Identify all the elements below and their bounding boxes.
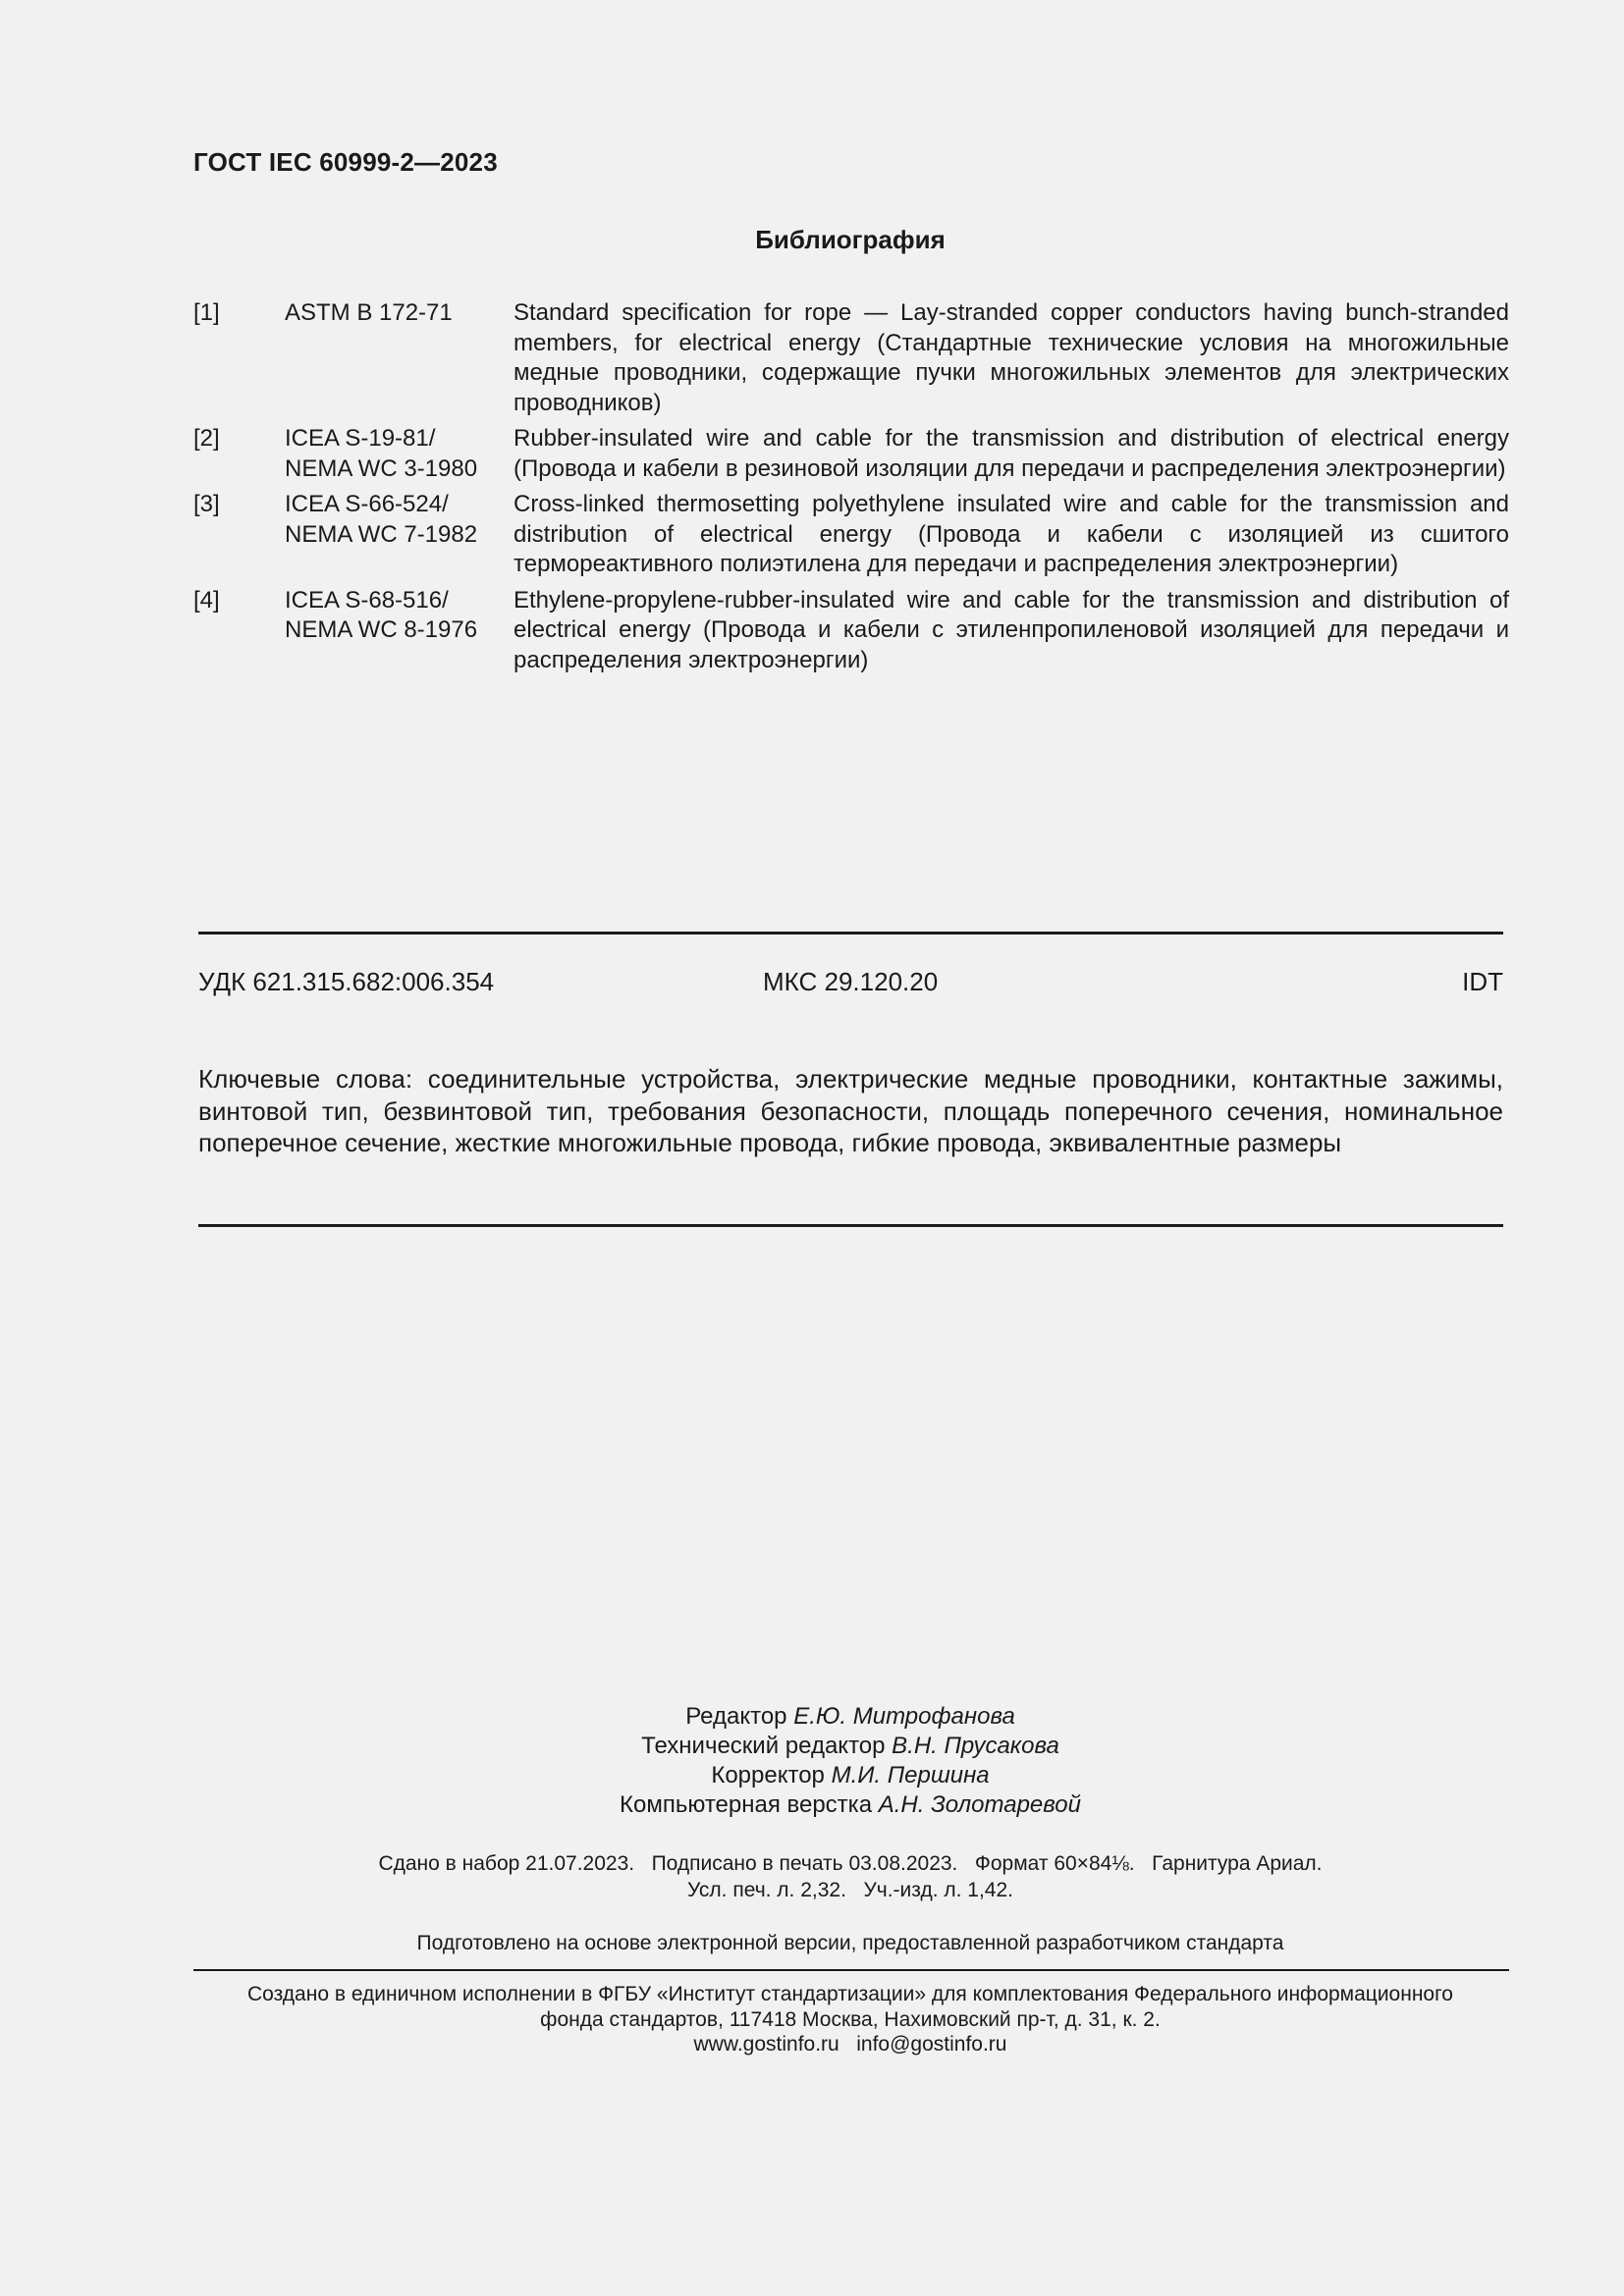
bibliography-entry (193, 424, 1509, 484)
entry-code (285, 298, 514, 329)
credit-role: Технический редактор (641, 1733, 893, 1759)
created-line: Создано в единичном исполнении в ФГБУ «Институт стандартизации» для комплектования Федерального информационного (247, 1983, 1453, 2005)
credit-name: М.И. Першина (831, 1762, 990, 1789)
credit-name: В.Н. Прусакова (892, 1733, 1059, 1759)
prepared-note: Подготовлено на основе электронной версии, предоставленной разработчиком стандарта (416, 1932, 1284, 1954)
entry-code-line: ICEA S-19-81/ (285, 425, 436, 452)
footer-divider (193, 1969, 1509, 1971)
entry-code-line: NEMA WC 8-1976 (285, 616, 478, 643)
udk-code: УДК 621.315.682:006.354 (198, 967, 495, 996)
entry-description: Rubber-insulated wire and cable for the transmission and distribution of electrical energy (Провода и кабели в резиновой изоляции для передачи и распределения электроэнергии) (514, 425, 1509, 482)
keywords-paragraph: Ключевые слова: соединительные устройства, электрические медные проводники, контактные зажимы, винтовой тип, безвинтовой тип, требования безопасности, площадь поперечного сечения, номинальное поперечное сечение, жесткие многожильные провода, гибкие провода, эквивалентные размеры (198, 1064, 1503, 1157)
credit-role: Компьютерная верстка (620, 1791, 879, 1818)
entry-description: Cross-linked thermosetting polyethylene insulated wire and cable for the transmission and distribution of electrical energy (Провода и кабели с изоляцией из сшитого термореактивного полиэтилена для передачи и распределения электроэнергии) (514, 491, 1509, 577)
bibliography-list (193, 298, 1509, 681)
bottom-divider (198, 1224, 1503, 1227)
entry-code-line: ICEA S-66-524/ (285, 491, 449, 517)
credit-tech-editor (0, 1732, 1624, 1761)
print-info-line: Усл. печ. л. 2,32. Уч.-изд. л. 1,42. (686, 1879, 1013, 1901)
credit-role: Корректор (711, 1762, 832, 1789)
created-note (0, 1982, 1624, 2057)
credit-layout (0, 1790, 1624, 1820)
contact-separator (839, 2033, 857, 2056)
entry-description: Standard specification for rope — Lay-stranded copper conductors having bunch-stranded members, for electrical energy (Стандартные технические условия на многожильные медные проводники, содержащие пучки многожильных элементов для электрических проводников) (514, 299, 1509, 416)
top-divider (198, 932, 1503, 934)
print-info-line: Сдано в набор 21.07.2023. Подписано в печать 03.08.2023. Формат 60×84⅛. Гарнитура Ариал. (378, 1852, 1323, 1875)
website-link[interactable]: www.gostinfo.ru (693, 2033, 839, 2056)
credit-role: Редактор (685, 1703, 794, 1730)
entry-number: [3] (193, 491, 220, 517)
entry-number: [4] (193, 586, 220, 614)
entry-code (285, 424, 514, 484)
entry-code (285, 490, 514, 550)
bibliography-entry (193, 298, 1509, 418)
entry-code (285, 586, 514, 646)
bibliography-entry (193, 490, 1509, 580)
entry-description: Ethylene-propylene-rubber-insulated wire and cable for the transmission and distribution of electrical energy (Провода и кабели с этиленпропиленовой изоляцией для передачи и распределения электроэнергии) (514, 586, 1509, 673)
credit-proofreader (0, 1761, 1624, 1790)
entry-number: [2] (193, 425, 220, 452)
created-line: фонда стандартов, 117418 Москва, Нахимовский пр-т, д. 31, к. 2. (540, 2007, 1161, 2031)
credit-name: Е.Ю. Митрофанова (793, 1703, 1015, 1730)
entry-code-line: ASTM B 172-71 (285, 299, 453, 326)
entry-code-line: NEMA WC 3-1980 (285, 454, 478, 482)
entry-number: [1] (193, 299, 220, 326)
bibliography-entry (193, 586, 1509, 676)
bibliography-title: Библиография (755, 225, 946, 254)
credit-name: А.Н. Золотаревой (878, 1791, 1081, 1818)
document-code: ГОСТ IEC 60999-2—2023 (193, 147, 498, 177)
credits-block (0, 1702, 1624, 1820)
mks-code: МКС 29.120.20 (763, 967, 939, 996)
email-link[interactable]: info@gostinfo.ru (856, 2033, 1007, 2056)
classification-line (198, 967, 1503, 1000)
contact-line (0, 2032, 1624, 2057)
entry-code-line: NEMA WC 7-1982 (285, 520, 478, 548)
print-info (0, 1850, 1624, 1903)
credit-editor (0, 1702, 1624, 1732)
idt-code: IDT (1462, 967, 1503, 996)
entry-code-line: ICEA S-68-516/ (285, 586, 449, 614)
